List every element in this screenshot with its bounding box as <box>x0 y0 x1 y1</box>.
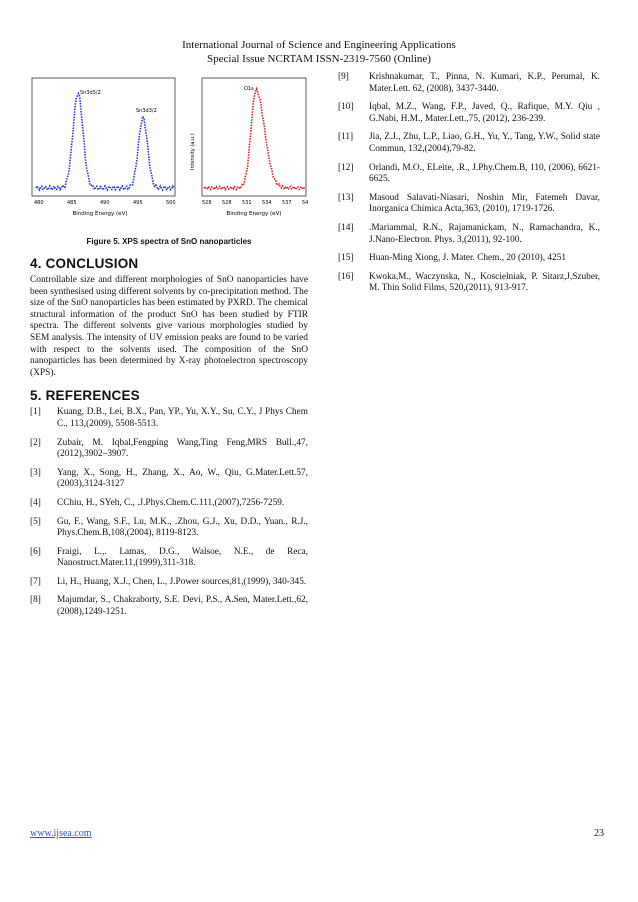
reference-number: [2] <box>30 437 41 448</box>
reference-number: [10] <box>338 102 354 113</box>
right-panel-ticks <box>202 200 308 206</box>
left-tick-label: 480 <box>34 200 44 206</box>
reference-text: Yang, X., Song, H., Zhang, X., Ao, W., Qiu, G.Mater.Lett.57,(2003),3124-3127 <box>57 467 308 490</box>
reference-text: Majumdar, S., Chakraborty, S.E. Devi, P.S., A.Sen, Mater.Lett.,62,(2008),1249-1251. <box>57 595 308 618</box>
reference-number: [9] <box>338 72 349 82</box>
journal-issn: Special Issue NCRTAM ISSN-2319-7560 (Online) <box>207 53 431 65</box>
reference-text: .Mariammal, R.N., Rajamanickam, N., Ramachandra, K., J.Nano-Electron. Phys. 3,(2011), 92-100. <box>369 222 600 245</box>
reference-text: Li, H., Huang, X.J., Chen, L., J.Power sources,81,(1999), 340-345. <box>57 576 307 587</box>
reference-item <box>30 438 308 461</box>
reference-item <box>30 498 308 510</box>
reference-number: [12] <box>338 162 354 173</box>
page-number: 23 <box>594 828 604 839</box>
left-tick-label: 500 <box>166 200 176 206</box>
reference-number: [1] <box>30 407 41 418</box>
reference-text: Gu, F., Wang, S.F., Lu, M.K., .Zhou, G.J., Xu, D.D., Yuan., R.J., Phys.Chem.B,108,(2004), 8119-8123. <box>57 516 308 539</box>
reference-text: Fraigi, L.,. Lamas, D.G., Walsoe, N.E., de Reca, Nanostruct.Mater.11,(1999),311-318. <box>57 546 308 569</box>
reference-number: [15] <box>338 253 354 264</box>
right-column <box>338 72 600 302</box>
reference-item <box>338 102 600 125</box>
reference-item <box>30 577 308 589</box>
reference-number: [11] <box>338 132 354 143</box>
reference-item <box>338 223 600 246</box>
conclusion-text: Controllable size and different morphologies of SnO nanoparticles have been synthesised using different solvents by co-precipitation method. The size of the SnO nanoparticles has been estimated by PXRD. The chemical structural information of the product SnO has been studied by FTIR spectra. The different solvents give various morphologies studied by SEM analysis. The intensity of UV emission peaks are found to be varied with respect to the solvents used. The composition of the SnO nanoparticles has been determined by X-ray photoelectron spectroscopy (XPS). <box>30 275 308 378</box>
reference-item <box>30 407 308 430</box>
reference-number: [16] <box>338 271 354 282</box>
left-tick-label: 490 <box>100 200 110 206</box>
reference-item <box>30 595 308 618</box>
left-column <box>30 70 308 626</box>
reference-text: Huan-Ming Xiong, J. Mater. Chem., 20 (2010), 4251 <box>369 253 567 264</box>
journal-title: International Journal of Science and Engineering Applications <box>182 39 456 51</box>
reference-item <box>338 253 600 265</box>
left-panel-frame <box>32 78 175 196</box>
left-tick-label: 495 <box>133 200 143 206</box>
right-tick-label: 54 <box>302 200 308 206</box>
sn3d32-peak-label: Sn3d3/2 <box>136 108 157 114</box>
reference-text: Masoud Salavati-Niasari, Noshin Mir, Fatemeh Davar, Inorganica Chimica Acta,363, (2010), 1719-1726. <box>369 192 600 215</box>
right-tick-label: 537 <box>282 200 292 206</box>
references-heading: 5. REFERENCES <box>30 388 140 404</box>
reference-number: [3] <box>30 467 41 478</box>
references-list-right <box>338 72 600 295</box>
reference-text: Kuang, D.B., Lei, B.X., Pan, YP., Yu, X.Y., Su, C.Y., J Phys Chem C., 113,(2009), 5508-5513. <box>57 407 308 429</box>
conclusion-heading: 4. CONCLUSION <box>30 256 139 271</box>
o1s-peak-label: O1s <box>244 86 254 92</box>
xps-figure <box>30 70 308 230</box>
xps-spectra-image <box>30 70 308 230</box>
reference-text: Zubair, M. Iqbal,Fengping Wang,Ting Feng,MRS Bull.,47,(2012),3902–3907. <box>57 437 308 460</box>
reference-number: [6] <box>30 546 41 557</box>
reference-item <box>30 517 308 540</box>
reference-text: Kwoka,M., Waczynska, N., Koscielniak, P. Sitarz,J,Szuber, M. Thin Solid Films, 520,(2011), 913-917. <box>369 271 600 294</box>
figure-caption: Figure 5. XPS spectra of SnO nanoparticles <box>86 237 252 246</box>
reference-text: Iqbal, M.Z., Wang, F.P., Javed, Q., Rafique, M.Y. Qiu , G.Nabi, H.M., Mater.Lett.,75, (2012), 236-239. <box>369 102 600 124</box>
right-panel-ylabel: Intensity (a.u.) <box>190 133 196 170</box>
reference-text: Jia, Z.J., Zhu, L.P., Liao, G.H., Yu, Y., Tang, Y.W., Solid state Commun, 132,(2004),79-82. <box>369 132 600 154</box>
reference-item <box>338 272 600 295</box>
reference-item <box>338 132 600 155</box>
journal-header <box>0 38 638 66</box>
reference-text: CChiu, H., SYeh, C., .J.Phys.Chem.C.111,(2007),7256-7259. <box>57 497 285 508</box>
reference-item <box>338 163 600 186</box>
right-tick-label: 531 <box>242 200 252 206</box>
reference-number: [8] <box>30 595 41 606</box>
left-tick-label: 485 <box>67 200 77 206</box>
left-panel-ticks <box>34 200 176 206</box>
reference-number: [5] <box>30 516 41 527</box>
reference-number: [7] <box>30 576 41 587</box>
reference-item <box>338 72 600 95</box>
reference-text: Krishnakumar, T., Pinna, N. Kumari, K.P., Perumal, K. Mater.Lett. 62, (2008), 3437-3440. <box>369 72 600 94</box>
right-tick-label: 528 <box>202 200 212 206</box>
reference-item <box>30 468 308 491</box>
references-list-left <box>30 407 308 618</box>
right-panel-xlabel: Binding Energy (eV) <box>226 211 282 217</box>
reference-number: [4] <box>30 497 41 508</box>
journal-website-link[interactable]: www.ijsea.com <box>30 828 92 839</box>
right-tick-label: 528 <box>222 200 232 206</box>
reference-text: Orlandi, M.O., ELeite, .R., J.Phy.Chem.B, 110, (2006), 6621-6625. <box>369 162 600 185</box>
reference-number: [14] <box>338 222 354 233</box>
reference-item <box>338 193 600 216</box>
page-footer <box>30 828 604 839</box>
sn3d52-peak-label: Sn3d5/2 <box>80 90 101 96</box>
reference-number: [13] <box>338 192 354 203</box>
reference-item <box>30 547 308 570</box>
left-panel-xlabel: Binding Energy (eV) <box>72 211 128 217</box>
o1s-spectrum-line <box>204 89 305 190</box>
right-tick-label: 534 <box>262 200 272 206</box>
